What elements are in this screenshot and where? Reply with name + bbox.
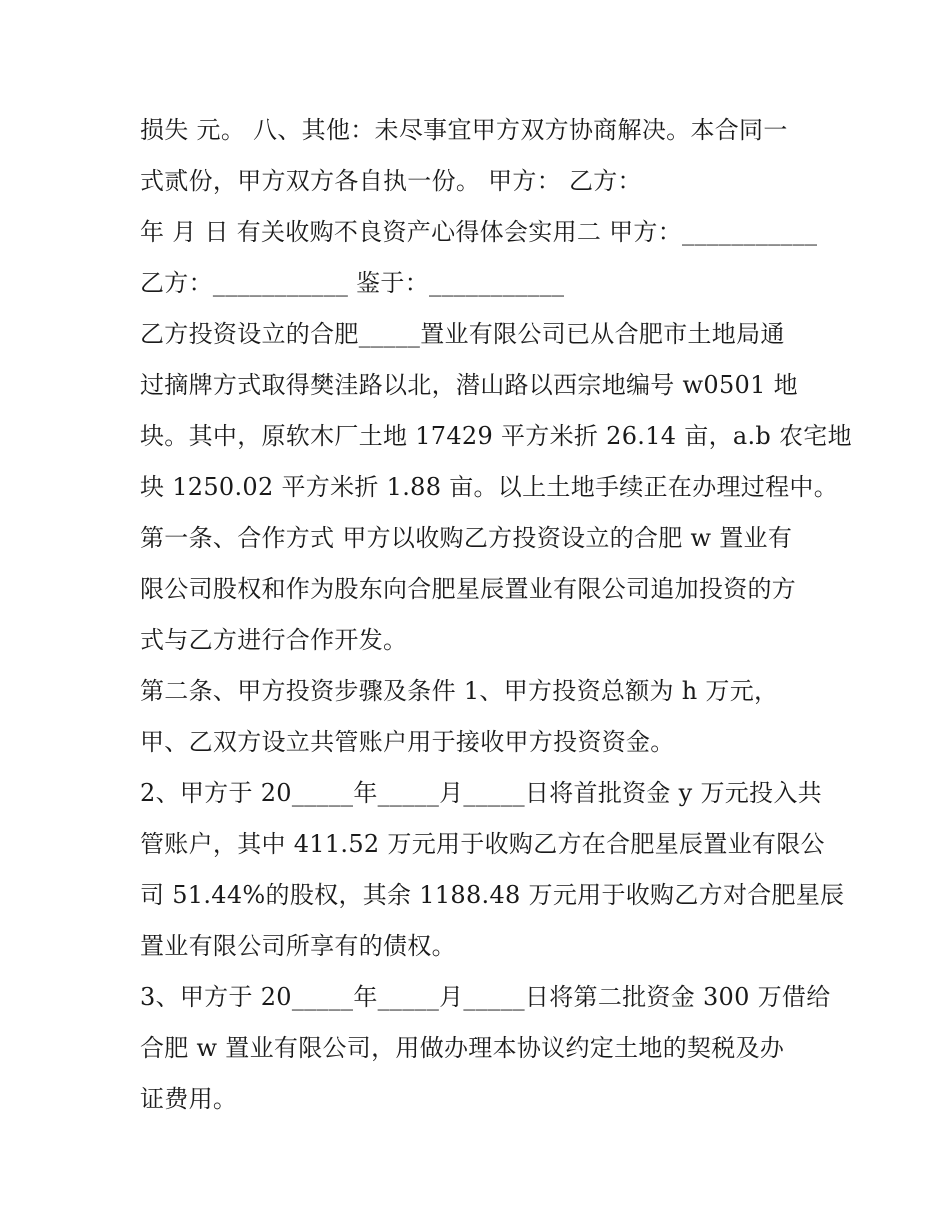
text-line: 块 1250.02 平方米折 1.88 亩。以上土地手续正在办理过程中。 (140, 473, 838, 501)
text-line: 限公司股权和作为股东向合肥星辰置业有限公司追加投资的方 (140, 575, 797, 603)
text-line: 过摘牌方式取得樊洼路以北，潜山路以西宗地编号 w0501 地 (140, 371, 798, 399)
text-line: 块。其中，原软木厂土地 17429 平方米折 26.14 亩，a.b 农宅地 (140, 422, 852, 450)
text-line: 第二条、甲方投资步骤及条件 1、甲方投资总额为 h 万元， (140, 677, 779, 705)
text-line: 司 51.44%的股权，其余 1188.48 万元用于收购乙方对合肥星辰 (140, 881, 845, 909)
text-line: 置业有限公司所享有的债权。 (140, 932, 456, 960)
text-line: 证费用。 (140, 1085, 238, 1113)
text-line: 甲、乙双方设立共管账户用于接收甲方投资资金。 (140, 728, 675, 756)
text-line: 乙方：___________ 鉴于：___________ (140, 269, 565, 297)
text-line: 式与乙方进行合作开发。 (140, 626, 408, 654)
text-line: 2、甲方于 20_____年_____月_____日将首批资金 y 万元投入共 (140, 779, 822, 807)
text-line: 损失 元。 八、其他：未尽事宜甲方双方协商解决。本合同一 (140, 116, 788, 144)
text-line: 合肥 w 置业有限公司，用做办理本协议约定土地的契税及办 (140, 1034, 785, 1062)
text-line: 3、甲方于 20_____年_____月_____日将第二批资金 300 万借给 (140, 983, 831, 1011)
text-line: 乙方投资设立的合肥_____置业有限公司已从合肥市土地局通 (140, 320, 785, 348)
text-line: 式贰份，甲方双方各自执一份。 甲方： 乙方： (140, 167, 642, 195)
text-line: 年 月 日 有关收购不良资产心得体会实用二 甲方：___________ (140, 218, 818, 246)
text-line: 第一条、合作方式 甲方以收购乙方投资设立的合肥 w 置业有 (140, 524, 793, 552)
text-line: 管账户，其中 411.52 万元用于收购乙方在合肥星辰置业有限公 (140, 830, 825, 858)
